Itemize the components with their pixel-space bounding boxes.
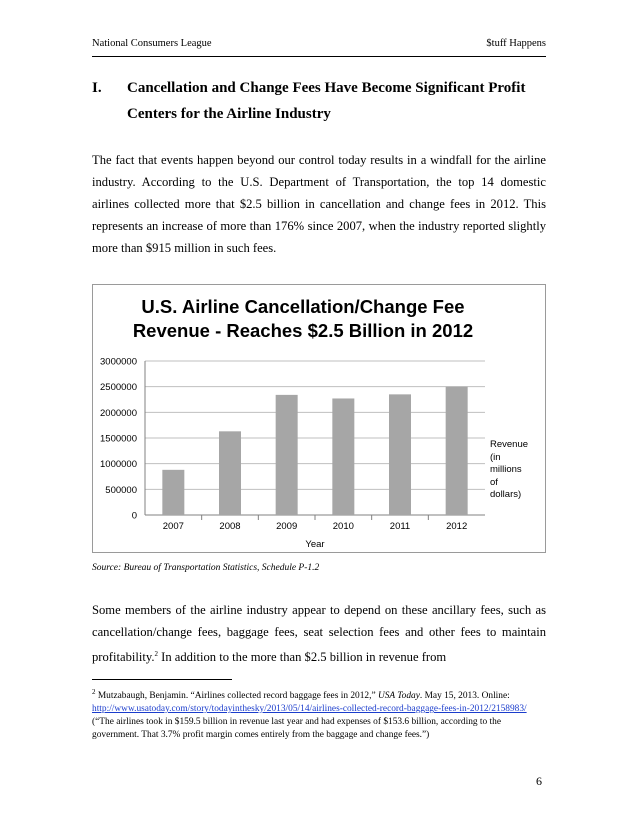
legend-entry-line: (in — [490, 451, 501, 463]
page-header — [92, 38, 546, 54]
footnote-link[interactable]: http://www.usatoday.com/story/todayinthesky/2013/05/14/airlines-collected-record-baggage-fees-in-2012/2158983/ — [92, 704, 527, 715]
bar — [219, 431, 241, 515]
x-axis-label: Year — [305, 539, 325, 550]
chart-title-line-2: Revenue - Reaches $2.5 Billion in 2012 — [132, 320, 474, 341]
y-tick-label: 0 — [131, 510, 137, 522]
header-rule — [92, 56, 546, 57]
chart-title-line-1: U.S. Airline Cancellation/Change Fee — [141, 296, 465, 317]
footnote-quote: (“The airlines took in $159.5 billion in revenue last year and had expenses of $153.6 billion, according to the government. That 3.7% profit margin comes entirely from the baggage and change fees.”) — [92, 717, 502, 741]
page-number: 6 — [536, 774, 542, 788]
legend-entry-line: millions — [490, 464, 522, 476]
legend-entry-line: dollars) — [490, 489, 522, 501]
footnote-rule — [92, 679, 232, 680]
x-tick-label: 2012 — [446, 521, 468, 532]
y-tick-label: 3000000 — [100, 356, 137, 368]
chart-source-note: Source: Bureau of Transportation Statistics, Schedule P-1.2 — [92, 563, 320, 573]
body-paragraph-2 — [92, 599, 546, 668]
bar — [446, 387, 468, 515]
y-tick-label: 500000 — [105, 484, 137, 496]
y-tick-label: 2000000 — [100, 407, 137, 419]
y-tick-label: 1000000 — [100, 459, 137, 471]
section-title-line-1: Cancellation and Change Fees Have Become Significant Profit — [127, 80, 526, 96]
y-tick-label: 1500000 — [100, 433, 137, 445]
x-tick-label: 2010 — [332, 521, 354, 532]
footnote-date: . May 15, 2013. Online: — [419, 691, 510, 702]
bar — [276, 395, 298, 515]
header-report-title: $tuff Happens — [486, 38, 546, 49]
bar — [162, 470, 184, 515]
footnote-publication: USA Today — [377, 691, 420, 702]
legend-entry-line: of — [490, 476, 498, 488]
section-title-line-2: Centers for the Airline Industry — [127, 106, 331, 122]
bar — [332, 398, 354, 515]
bar — [389, 394, 411, 515]
body-paragraph-1: The fact that events happen beyond our control today results in a windfall for the airline industry. According to the U.S. Department of Transportation, the top 14 domestic airlines collected more that $2.5 billion in cancellation and change fees in 2012. This represents an increase of more than 176% since 2007, when the industry reported slightly more than $915 million in such fees. — [92, 153, 546, 255]
footnote-number: 2 — [92, 688, 96, 696]
bar-chart — [93, 285, 545, 552]
header-organization: National Consumers League — [92, 38, 212, 49]
y-tick-label: 2500000 — [100, 382, 137, 394]
footnote — [92, 686, 546, 742]
chart-legend — [490, 439, 542, 502]
chart-container — [92, 284, 546, 553]
footnote-citation: Mutzabaugh, Benjamin. “Airlines collected record baggage fees in 2012,” — [95, 691, 378, 702]
x-tick-label: 2008 — [219, 521, 241, 532]
x-tick-label: 2009 — [276, 521, 298, 532]
legend-entry-line: Revenue — [490, 439, 529, 450]
footnote-reference[interactable]: 2 — [154, 650, 158, 658]
x-tick-label: 2007 — [162, 521, 184, 532]
x-tick-label: 2011 — [389, 521, 411, 532]
paragraph-2-continuation: In addition to the more than $2.5 billion in revenue from — [158, 650, 447, 665]
paragraph-2-text: Some members of the airline industry appear to depend on these ancillary fees, such as cancellation/change fees, baggage fees, seat selection fees and other fees to maintain profitability. — [92, 603, 546, 665]
section-number: I. — [92, 80, 102, 96]
